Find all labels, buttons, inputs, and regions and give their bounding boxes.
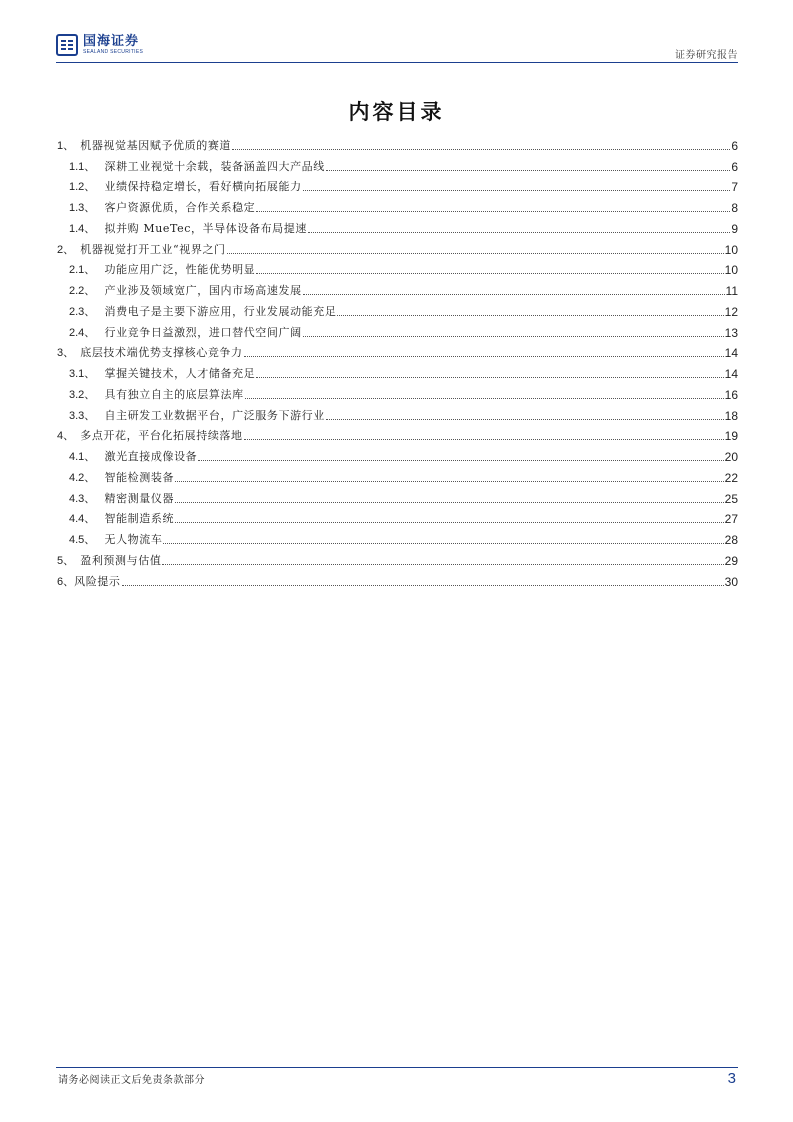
toc-entry[interactable] (57, 340, 738, 361)
toc-entry[interactable] (57, 464, 738, 485)
toc-entry[interactable] (57, 132, 738, 153)
toc-leader-dots (244, 355, 724, 357)
toc-entry-page: 18 (724, 408, 738, 423)
toc-entry-label: 深耕工业视觉十余载，装备涵盖四大产品线 (104, 159, 325, 173)
toc-leader-dots (326, 418, 724, 420)
toc-entry-page: 7 (731, 180, 738, 195)
toc-entry-label: 机器视觉基因赋予优质的赛道 (80, 138, 232, 152)
toc-entry-page: 6 (731, 159, 738, 174)
toc-entry-label: 客户资源优质，合作关系稳定 (104, 201, 256, 214)
toc-entry-number: 3.3、 (69, 409, 105, 422)
toc-entry-page: 22 (724, 470, 738, 485)
toc-entry-page: 19 (724, 429, 738, 444)
toc-leader-dots (122, 584, 724, 586)
toc-entry-page: 9 (731, 221, 738, 236)
toc-entry[interactable] (57, 443, 738, 464)
toc-entry-number: 3.2、 (69, 388, 105, 401)
toc-leader-dots (326, 169, 730, 171)
toc-entry-number: 4.3、 (69, 492, 105, 505)
toc-entry-number: 2.4、 (69, 326, 105, 339)
toc-entry-number: 4.4、 (69, 513, 105, 526)
toc-entry-label: 机器视觉打开工业“视界之门 (80, 242, 226, 256)
toc-entry-page: 30 (724, 574, 738, 589)
toc-entry[interactable] (57, 381, 738, 402)
toc-leader-dots (256, 272, 723, 274)
toc-entry-number: 6、 (57, 575, 75, 588)
logo-cn-text: 国海证券 (83, 34, 140, 49)
toc-entry[interactable] (57, 194, 738, 215)
toc-entry-number: 1、 (57, 139, 81, 152)
toc-leader-dots (175, 521, 724, 523)
page-header (56, 34, 738, 62)
toc-entry-number: 4.2、 (69, 471, 105, 484)
toc-leader-dots (232, 148, 730, 150)
toc-entry-number: 4.1、 (69, 451, 105, 463)
toc-entry-page: 6 (731, 138, 738, 153)
toc-entry-label: 盈利预测与估值 (80, 553, 162, 567)
report-type: 证券研究报告 (675, 50, 738, 61)
toc-entry[interactable] (57, 485, 738, 506)
toc-entry-label: 激光直接成像设备 (104, 450, 198, 463)
toc-leader-dots (256, 376, 723, 378)
sealand-logo-icon (56, 34, 78, 56)
toc-leader-dots (303, 189, 731, 191)
toc-entry[interactable] (57, 506, 738, 527)
toc-entry-label: 智能检测装备 (104, 470, 175, 484)
toc-entry[interactable] (57, 526, 738, 547)
toc-entry-page: 11 (725, 284, 738, 298)
footer-disclaimer: 请务必阅读正文后免责条款部分 (58, 1075, 205, 1086)
toc-leader-dots (175, 501, 724, 503)
toc-entry-number: 4、 (57, 430, 81, 443)
toc-entry[interactable] (57, 360, 738, 381)
toc-entry[interactable] (57, 215, 738, 236)
toc-leader-dots (256, 210, 730, 212)
footer-divider (56, 1067, 738, 1068)
page-number: 3 (727, 1070, 736, 1087)
toc-entry[interactable] (57, 174, 738, 195)
toc-entry-page: 20 (724, 450, 738, 464)
toc-entry-page: 13 (724, 325, 738, 340)
toc-entry-number: 1.1、 (69, 160, 105, 173)
toc-entry-page: 10 (724, 263, 738, 278)
toc-entry[interactable] (57, 319, 738, 340)
toc-entry-number: 2.2、 (69, 285, 105, 297)
toc-entry[interactable] (57, 423, 738, 444)
toc-entry-label: 业绩保持稳定增长，看好横向拓展能力 (104, 180, 302, 194)
toc-entry-label: 产业涉及领域宽广，国内市场高速发展 (104, 284, 302, 297)
toc-entry-label: 精密测量仪器 (104, 491, 175, 505)
toc-entry-number: 5、 (57, 554, 81, 567)
toc-entry-label: 多点开花，平台化拓展持续落地 (80, 429, 243, 443)
toc-entry[interactable] (57, 402, 738, 423)
toc-entry-number: 2.3、 (69, 305, 105, 318)
toc-entry-label: 智能制造系统 (104, 512, 175, 526)
toc-entry-label: 无人物流车 (104, 533, 163, 546)
toc-leader-dots (244, 438, 724, 440)
toc-entry[interactable] (57, 277, 738, 298)
toc-entry-label: 行业竞争日益激烈，进口替代空间广阔 (104, 325, 302, 339)
toc-leader-dots (308, 231, 730, 233)
toc-entry-page: 27 (724, 512, 738, 527)
toc-entry-number: 1.2、 (69, 181, 105, 194)
toc-entry-number: 1.3、 (69, 202, 105, 214)
toc-entry-number: 2.1、 (69, 264, 105, 277)
toc-leader-dots (245, 397, 724, 399)
toc-entry-label: 拟并购 MueTec，半导体设备布局提速 (104, 221, 307, 235)
toc-entry-label: 掌握关键技术，人才储备充足 (104, 367, 256, 380)
toc-leader-dots (175, 480, 724, 482)
company-logo (56, 34, 143, 56)
toc-leader-dots (303, 335, 724, 337)
toc-entry-page: 28 (724, 533, 738, 547)
toc-entry[interactable] (57, 547, 738, 568)
toc-entry-label: 功能应用广泛，性能优势明显 (104, 263, 256, 277)
toc-leader-dots (162, 563, 723, 565)
header-divider (56, 62, 738, 63)
toc-entry-page: 14 (724, 367, 738, 381)
logo-en-text: SEALAND SECURITIES (83, 49, 144, 55)
toc-entry-label: 消费电子是主要下游应用，行业发展动能充足 (104, 304, 337, 318)
toc-entry-number: 2、 (57, 243, 81, 256)
table-of-contents (57, 132, 738, 589)
toc-entry-page: 16 (724, 387, 738, 402)
toc-entry-page: 25 (724, 491, 738, 506)
toc-entry-page: 12 (724, 304, 738, 319)
toc-entry[interactable] (57, 568, 738, 589)
toc-entry-label: 自主研发工业数据平台，广泛服务下游行业 (104, 408, 325, 422)
toc-entry-page: 8 (731, 201, 738, 215)
toc-entry[interactable] (57, 153, 738, 174)
toc-entry[interactable] (57, 298, 738, 319)
toc-leader-dots (337, 314, 723, 316)
toc-entry-page: 14 (724, 346, 738, 361)
toc-entry-number: 1.4、 (69, 222, 105, 235)
toc-leader-dots (198, 459, 723, 461)
toc-entry-label: 具有独立自主的底层算法库 (104, 387, 244, 401)
toc-entry-label: 风险提示 (74, 574, 121, 588)
toc-entry-label: 底层技术端优势支撑核心竞争力 (80, 346, 243, 360)
toc-leader-dots (227, 252, 724, 254)
toc-entry-page: 10 (724, 242, 738, 257)
toc-entry-number: 3.1、 (69, 368, 105, 380)
toc-entry[interactable] (57, 236, 738, 257)
toc-entry[interactable] (57, 257, 738, 278)
toc-entry-number: 3、 (57, 347, 81, 360)
toc-leader-dots (163, 542, 723, 544)
toc-leader-dots (303, 293, 725, 295)
toc-entry-page: 29 (724, 553, 738, 568)
toc-entry-number: 4.5、 (69, 534, 105, 546)
toc-title: 内容目录 (348, 100, 445, 124)
